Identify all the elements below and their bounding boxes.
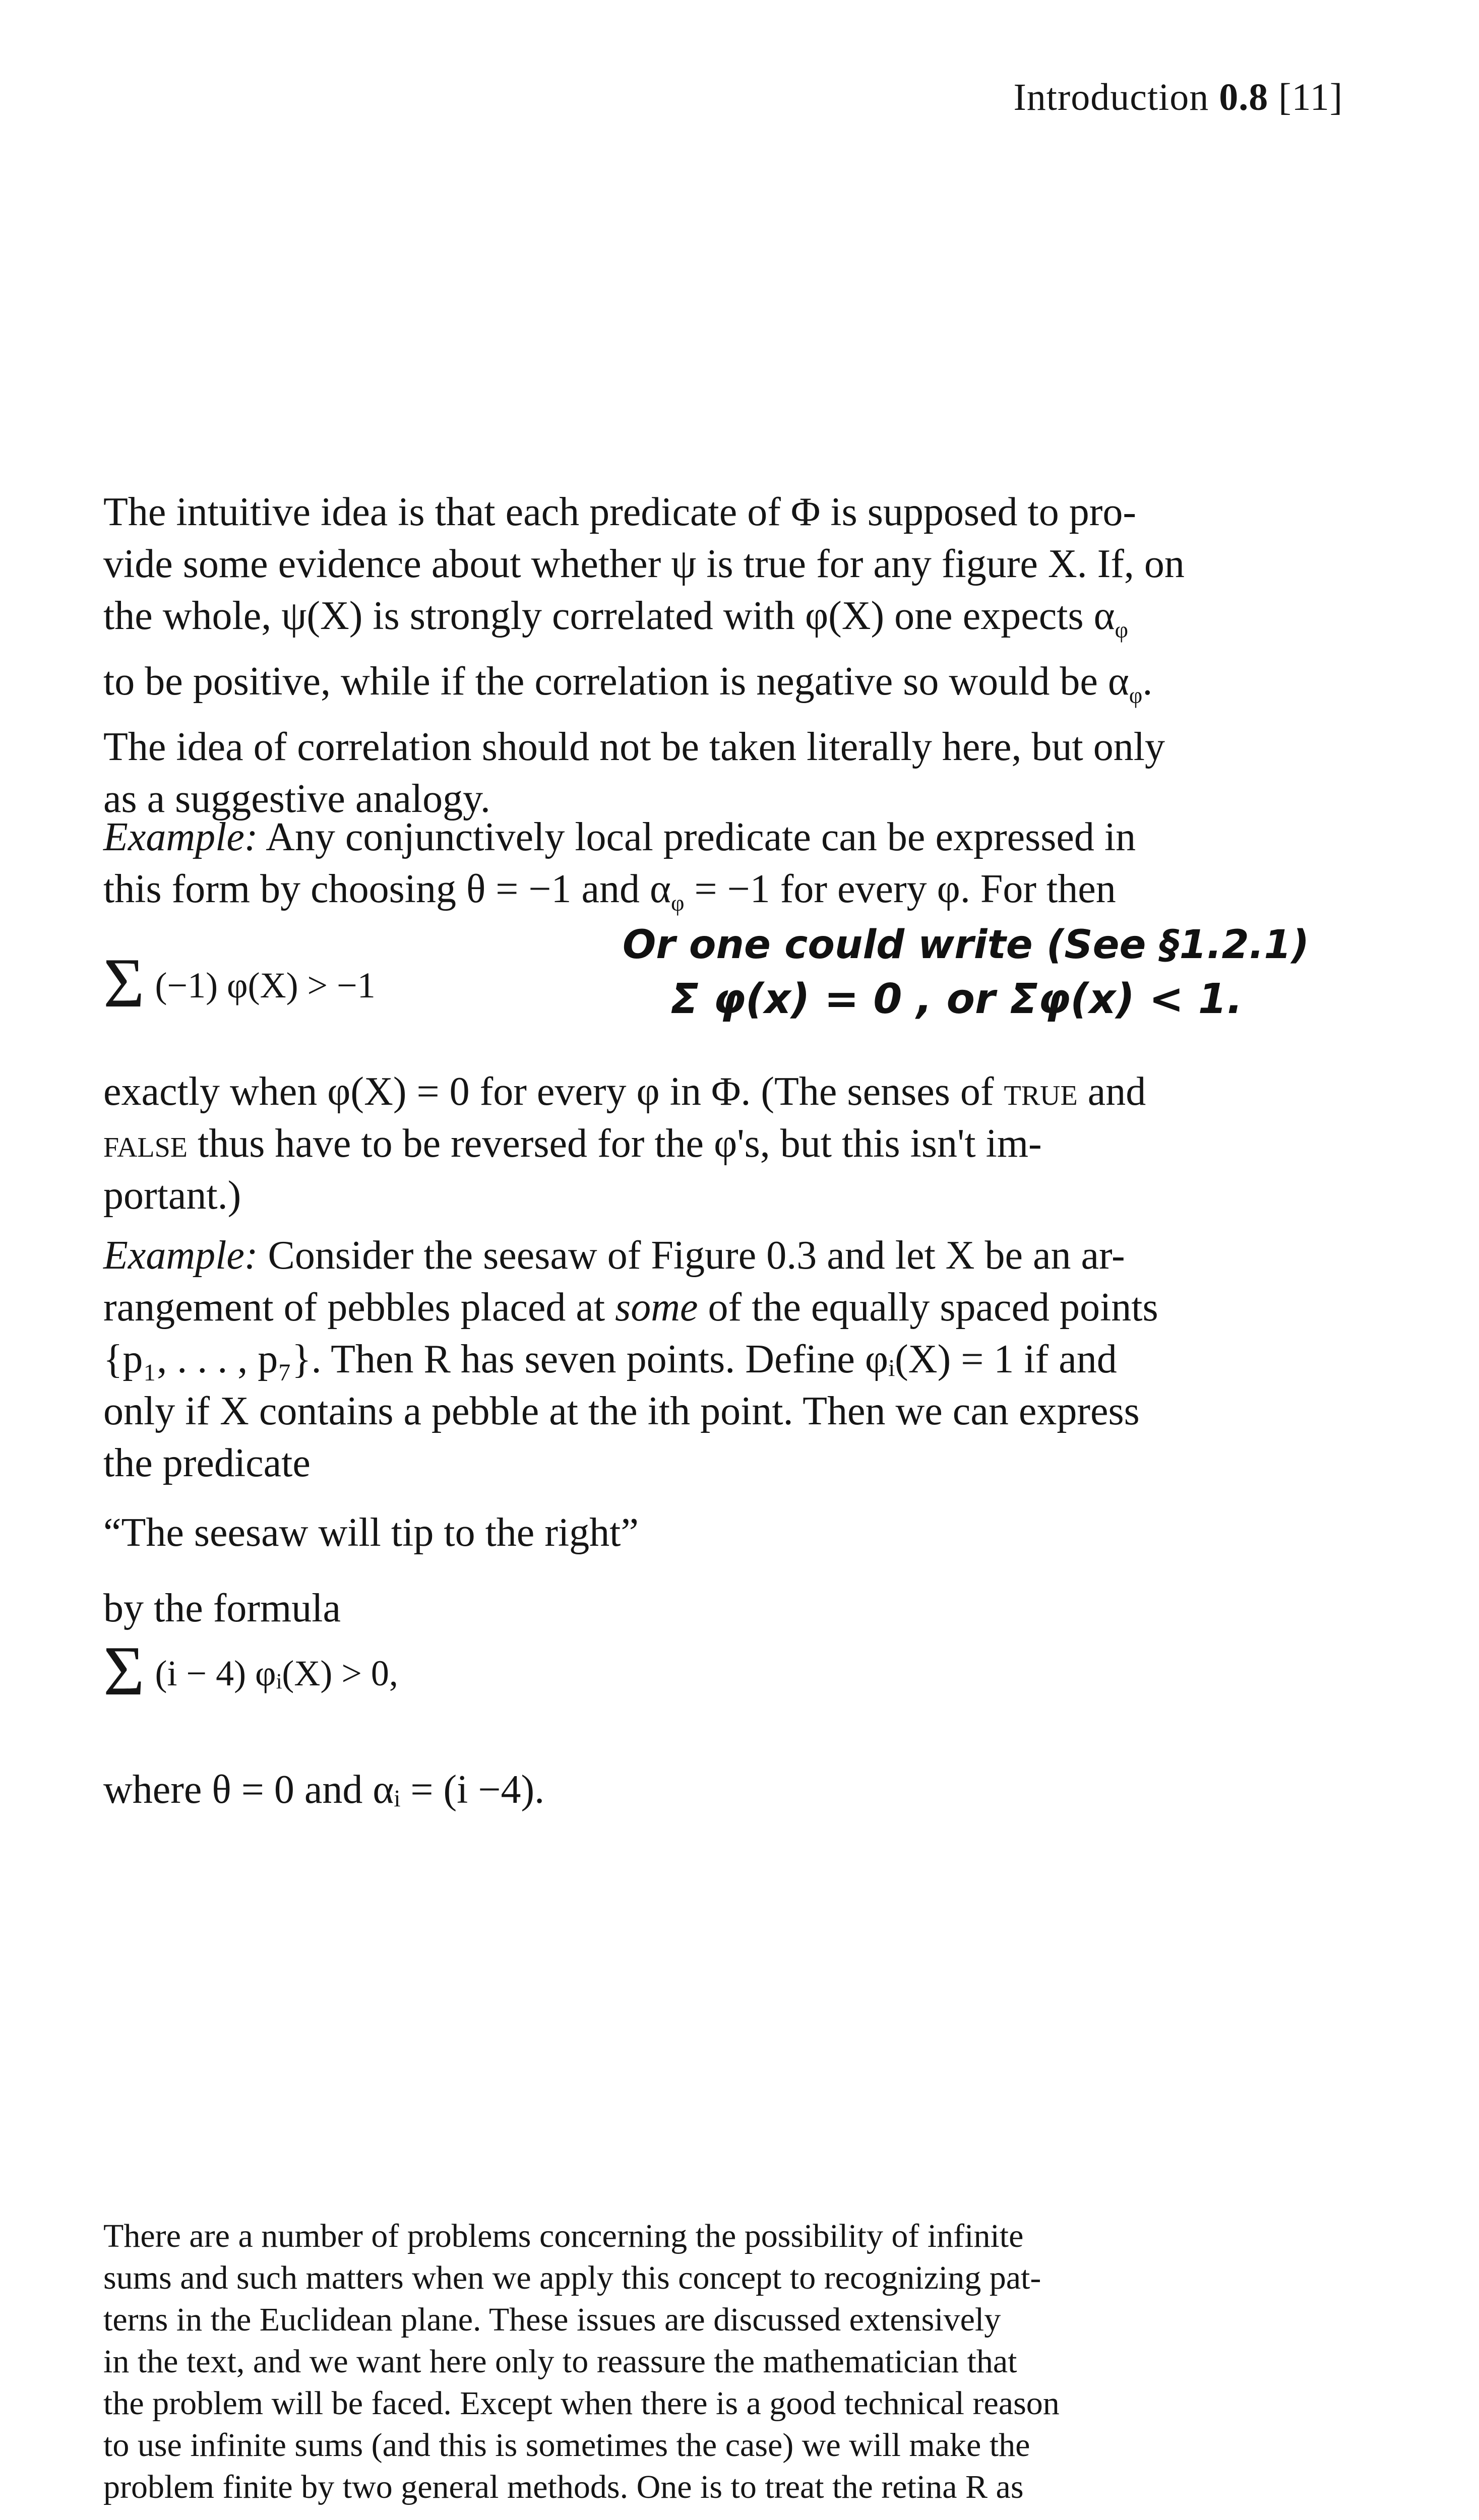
example2-line: the predicate (103, 1441, 311, 1485)
para1-line: the whole, ψ(X) is strongly correlated with φ(X) one expects $\alpha_\varphi$ (103, 594, 1129, 643)
example-label: Example: (103, 815, 258, 859)
sigma-symbol: Σ (103, 1632, 145, 1710)
footnote-line: the problem will be faced. Except when there is a good technical reason (103, 2385, 1060, 2422)
example2-line: only if X contains a pebble at the ith point. Then we can express (103, 1389, 1140, 1433)
footnote-line: sums and such matters when we apply this concept to recognizing pat- (103, 2259, 1041, 2296)
footnote-line: There are a number of problems concerning the possibility of infinite (103, 2218, 1024, 2254)
example2-line: {p₁, . . . , p₇}. Then R has seven points. Define φᵢ(X) = 1 if and (103, 1337, 1117, 1381)
where-line: where θ = 0 and αᵢ = (i −4). (103, 1768, 545, 1812)
handwritten-note-line2: Σ φ(x) = 0 , or Σφ(x) < 1. (670, 975, 1243, 1023)
footnote-line: terns in the Euclidean plane. These issues are discussed extensively (103, 2301, 1001, 2338)
header-page-number: [11] (1278, 76, 1343, 118)
example-2 (103, 1230, 1328, 1489)
handwritten-note-line1: Or one could write (See §1.2.1) (623, 922, 1310, 968)
footnote-line: in the text, and we want here only to reassure the mathematician that (103, 2343, 1017, 2380)
example1-line: this form by choosing θ = −1 and $\alpha_\varphi = -1$ for every φ. For then (103, 867, 1116, 916)
example1-after-line: exactly when φ(X) = 0 for every φ in Φ. (The senses of true and (103, 1069, 1146, 1114)
footnote-line: to use infinite sums (and this is sometimes the case) we will make the (103, 2427, 1030, 2464)
para1-line: The idea of correlation should not be taken literally here, but only (103, 725, 1165, 769)
footnote-block (103, 2215, 1328, 2508)
example1-formula (103, 942, 376, 1024)
predicate-quote: “The seesaw will tip to the right” (103, 1510, 639, 1555)
example2-line: Example: Consider the seesaw of Figure 0.3 and let X be an ar- (103, 1233, 1125, 1278)
para1-line: as a suggestive analogy. (103, 777, 490, 821)
by-formula-line: by the formula (103, 1586, 341, 1630)
example1-after-line: portant.) (103, 1173, 241, 1218)
para1-line: to be positive, while if the correlation is negative so would be $\alpha_\varphi$. (103, 659, 1153, 708)
example1-after-line: false thus have to be reversed for the φ's, but this isn't im- (103, 1121, 1042, 1166)
example2-line: rangement of pebbles placed at some of the equally spaced points (103, 1285, 1158, 1330)
example2-formula (103, 1630, 398, 1712)
intro-paragraph (103, 486, 1328, 825)
example1-line: Example: Any conjunctively local predicate can be expressed in (103, 815, 1136, 859)
header-section-word: Introduction (1013, 76, 1209, 118)
formula-text: (i − 4) φᵢ(X) > 0, (155, 1653, 398, 1693)
footnote-line: problem finite by two general methods. One is to treat the retina R as (103, 2469, 1024, 2505)
example-label: Example: (103, 1233, 258, 1278)
example1-continuation (103, 1066, 1328, 1222)
header-section-number: 0.8 (1219, 76, 1269, 118)
para1-line: vide some evidence about whether ψ is true for any figure X. If, on (103, 542, 1185, 586)
running-header (1014, 76, 1343, 119)
formula-text: (−1) φ(X) > −1 (155, 965, 376, 1005)
para1-line: The intuitive idea is that each predicate of Φ is supposed to pro- (103, 490, 1136, 534)
example-1 (103, 811, 1328, 929)
sigma-symbol: Σ (103, 944, 145, 1022)
